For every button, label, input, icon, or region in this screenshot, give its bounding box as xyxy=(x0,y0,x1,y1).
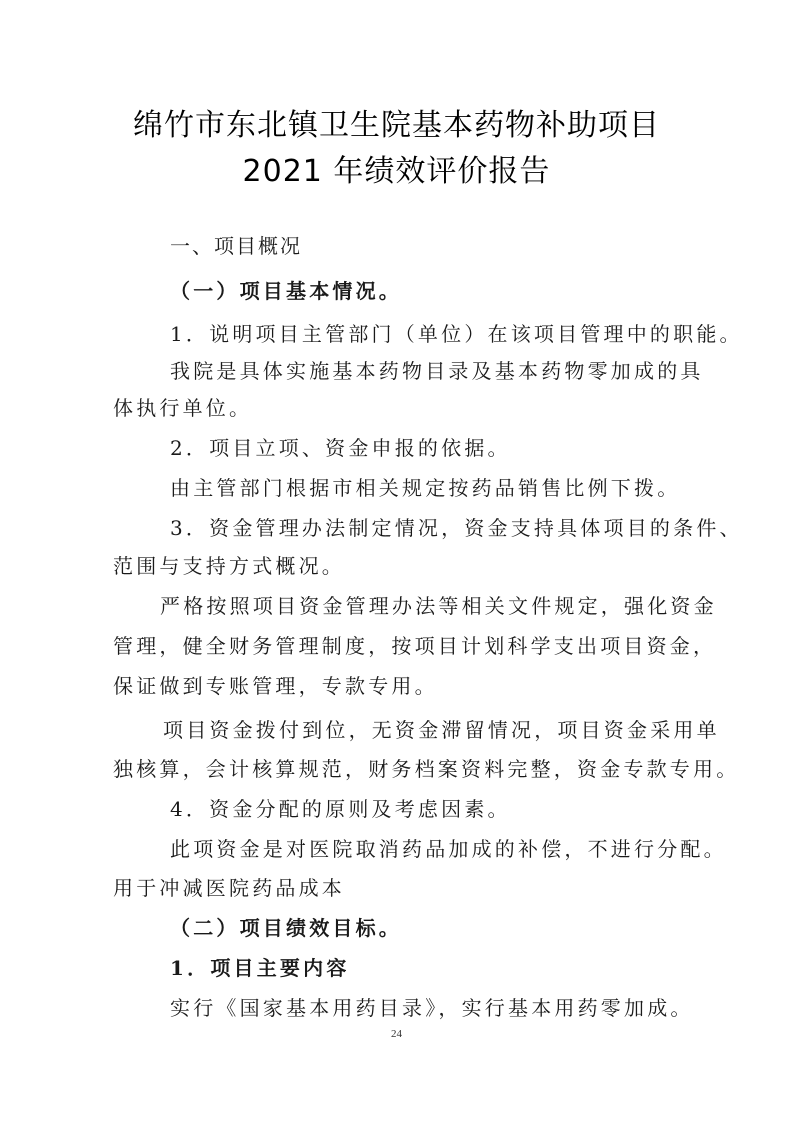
subsection-heading-performance-goals: （二）项目绩效目标。 xyxy=(170,916,402,940)
item-2-body-line: 由主管部门根据市相关规定按药品销售比例下拨。 xyxy=(170,476,681,500)
item-5-heading: 1．项目主要内容 xyxy=(170,956,350,980)
page-number: 24 xyxy=(391,1028,402,1040)
item-3-heading-line: 3．资金管理办法制定情况，资金支持具体项目的条件、 xyxy=(170,516,743,540)
item-3-body-line: 独核算，会计核算规范，财务档案资料完整，资金专款专用。 xyxy=(113,757,740,781)
item-5-body-line: 实行《国家基本用药目录》，实行基本用药零加成。 xyxy=(170,996,694,1020)
subsection-heading-basic-info: （一）项目基本情况。 xyxy=(170,279,402,303)
item-3-heading-line: 范围与支持方式概况。 xyxy=(113,554,345,578)
report-title-line-2: 2021 年绩效评价报告 xyxy=(242,154,551,189)
item-3-body-line: 管理，健全财务管理制度，按项目计划科学支出项目资金， xyxy=(113,634,717,658)
item-2-heading: 2．项目立项、资金申报的依据。 xyxy=(170,436,511,460)
section-heading-overview: 一、项目概况 xyxy=(170,234,302,258)
item-1-body-line: 我院是具体实施基本药物目录及基本药物零加成的具 xyxy=(170,359,704,383)
item-1-heading: 1．说明项目主管部门（单位）在该项目管理中的职能。 xyxy=(170,322,743,346)
item-3-body-line: 保证做到专账管理，专款专用。 xyxy=(113,674,438,698)
item-3-body-line: 严格按照项目资金管理办法等相关文件规定，强化资金 xyxy=(160,594,717,618)
item-4-body-line: 用于冲减医院药品成本 xyxy=(113,876,345,900)
item-4-heading: 4．资金分配的原则及考虑因素。 xyxy=(170,797,511,821)
item-4-body-line: 此项资金是对医院取消药品加成的补偿，不进行分配。 xyxy=(170,837,727,861)
item-3-body-line: 项目资金拨付到位，无资金滞留情况，项目资金采用单 xyxy=(163,718,720,742)
item-1-body-line: 体执行单位。 xyxy=(113,396,253,420)
report-title-line-1: 绵竹市东北镇卫生院基本药物补助项目 xyxy=(133,108,660,143)
